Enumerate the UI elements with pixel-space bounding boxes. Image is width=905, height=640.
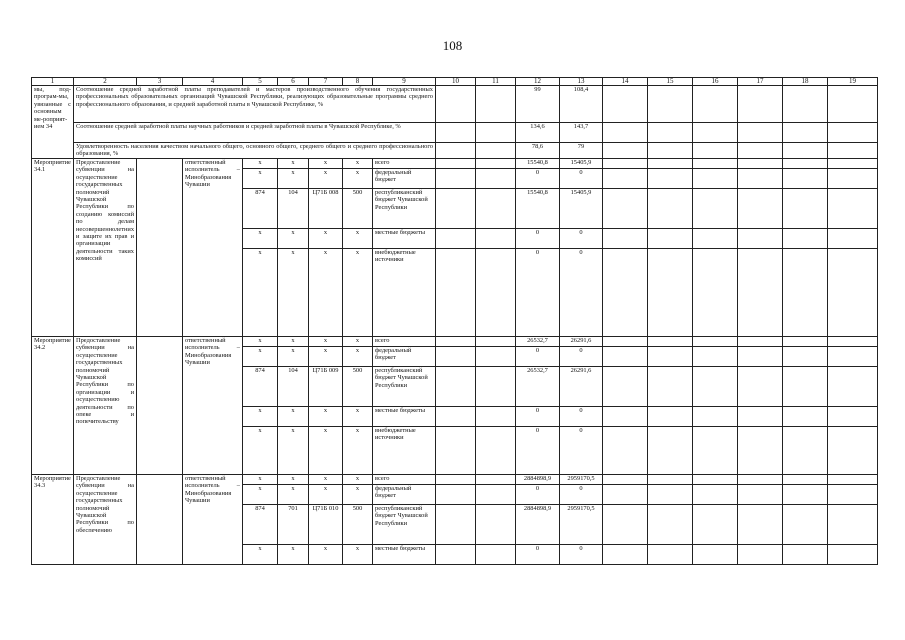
cell-empty <box>828 475 878 485</box>
indicator-value-12: 134,6 <box>516 123 560 143</box>
cell-empty <box>648 485 693 505</box>
budget-code: x <box>243 229 278 249</box>
cell-empty <box>828 545 878 565</box>
cell-empty <box>828 123 878 143</box>
cell-empty <box>828 337 878 347</box>
measure-col3 <box>137 475 183 565</box>
target-code: x <box>309 169 343 189</box>
target-code: x <box>309 475 343 485</box>
cell-empty <box>828 347 878 367</box>
value-13: 0 <box>560 169 603 189</box>
cell-empty <box>693 159 738 169</box>
cell-empty <box>738 367 783 407</box>
header-cell: 6 <box>278 78 309 86</box>
cell-empty <box>476 123 516 143</box>
cell-empty <box>603 189 648 229</box>
cell-empty <box>693 86 738 123</box>
cell-empty <box>738 427 783 475</box>
cell-empty <box>693 545 738 565</box>
value-12: 0 <box>516 347 560 367</box>
value-13: 26291,6 <box>560 337 603 347</box>
value-12: 26532,7 <box>516 337 560 347</box>
header-cell: 3 <box>137 78 183 86</box>
cell-empty <box>783 427 828 475</box>
indicator-value-12: 99 <box>516 86 560 123</box>
value-12: 15540,8 <box>516 189 560 229</box>
measure-description: Предоставление субвенции на осуществление государственных полномочий Чувашской Республики по организации и осуществлению деятельности по опеке и попечительству <box>74 337 137 475</box>
budget-code: x <box>243 249 278 337</box>
expense-code: 500 <box>343 189 373 229</box>
cell-empty <box>436 143 476 159</box>
section-code: x <box>278 347 309 367</box>
budget-code: 874 <box>243 367 278 407</box>
cell-empty <box>476 143 516 159</box>
value-13: 2959170,5 <box>560 475 603 485</box>
cell-empty <box>783 505 828 545</box>
header-cell: 17 <box>738 78 783 86</box>
cell-empty <box>648 189 693 229</box>
cell-empty <box>783 159 828 169</box>
value-13: 0 <box>560 485 603 505</box>
cell-empty <box>738 123 783 143</box>
funding-source: республиканский бюджет Чувашской Республики <box>373 505 436 545</box>
measure-description: Предоставление субвенции на осуществление государственных полномочий Чувашской Республики по созданию комиссий по делам несовершеннолетних и защите их прав и организации деятельности таких комиссий <box>74 159 137 337</box>
cell-empty <box>828 367 878 407</box>
cell-empty <box>436 485 476 505</box>
cell-empty <box>783 545 828 565</box>
cell-empty <box>436 367 476 407</box>
cell-empty <box>648 86 693 123</box>
section-code: x <box>278 159 309 169</box>
expense-code: x <box>343 475 373 485</box>
funding-source: местные бюджеты <box>373 407 436 427</box>
cell-empty <box>603 475 648 485</box>
cell-empty <box>476 427 516 475</box>
cell-empty <box>648 367 693 407</box>
cell-empty <box>476 159 516 169</box>
indicator-value-13: 143,7 <box>560 123 603 143</box>
value-13: 2959170,5 <box>560 505 603 545</box>
target-code: x <box>309 427 343 475</box>
value-12: 15540,8 <box>516 159 560 169</box>
cell-empty <box>476 86 516 123</box>
budget-code: 874 <box>243 505 278 545</box>
cell-empty <box>738 407 783 427</box>
measure-row <box>32 159 878 169</box>
funding-source: федеральный бюджет <box>373 169 436 189</box>
header-cell: 15 <box>648 78 693 86</box>
cell-empty <box>436 169 476 189</box>
budget-code: x <box>243 427 278 475</box>
header-cell: 10 <box>436 78 476 86</box>
target-code: x <box>309 229 343 249</box>
value-12: 26532,7 <box>516 367 560 407</box>
measure-col3 <box>137 159 183 337</box>
funding-source: местные бюджеты <box>373 545 436 565</box>
value-12: 0 <box>516 407 560 427</box>
cell-empty <box>603 249 648 337</box>
cell-empty <box>738 337 783 347</box>
value-13: 0 <box>560 229 603 249</box>
target-code: Ц71Б 010 <box>309 505 343 545</box>
expense-code: x <box>343 229 373 249</box>
cell-empty <box>693 249 738 337</box>
budget-code: x <box>243 337 278 347</box>
cell-empty <box>648 545 693 565</box>
value-12: 0 <box>516 249 560 337</box>
cell-empty <box>828 189 878 229</box>
cell-empty <box>693 169 738 189</box>
header-cell: 7 <box>309 78 343 86</box>
cell-empty <box>436 229 476 249</box>
target-code: x <box>309 159 343 169</box>
cell-empty <box>603 169 648 189</box>
target-code: x <box>309 545 343 565</box>
cell-empty <box>783 189 828 229</box>
cell-empty <box>693 427 738 475</box>
cell-empty <box>603 545 648 565</box>
program-table <box>31 77 878 565</box>
cell-empty <box>738 347 783 367</box>
cell-empty <box>738 86 783 123</box>
cell-empty <box>828 505 878 545</box>
cell-empty <box>693 143 738 159</box>
cell-empty <box>693 475 738 485</box>
budget-code: x <box>243 159 278 169</box>
value-13: 15405,9 <box>560 189 603 229</box>
funding-source: местные бюджеты <box>373 229 436 249</box>
funding-source: республиканский бюджет Чувашской Республики <box>373 367 436 407</box>
expense-code: x <box>343 249 373 337</box>
section-code: x <box>278 229 309 249</box>
value-12: 2884898,9 <box>516 475 560 485</box>
cell-empty <box>828 229 878 249</box>
cell-empty <box>603 123 648 143</box>
measure-responsible: ответственный исполнитель – Минобразования Чувашии <box>183 337 243 475</box>
value-12: 0 <box>516 229 560 249</box>
header-cell: 12 <box>516 78 560 86</box>
cell-empty <box>693 407 738 427</box>
cell-empty <box>603 337 648 347</box>
cell-empty <box>603 229 648 249</box>
section-code: x <box>278 249 309 337</box>
cell-empty <box>476 545 516 565</box>
cell-empty <box>476 347 516 367</box>
expense-code: x <box>343 169 373 189</box>
cell-empty <box>476 505 516 545</box>
section-code: 701 <box>278 505 309 545</box>
budget-code: x <box>243 545 278 565</box>
cell-empty <box>738 159 783 169</box>
cell-empty <box>603 143 648 159</box>
value-13: 0 <box>560 545 603 565</box>
cell-empty <box>693 505 738 545</box>
expense-code: x <box>343 485 373 505</box>
cell-empty <box>436 337 476 347</box>
budget-code: x <box>243 407 278 427</box>
section-code: x <box>278 545 309 565</box>
cell-empty <box>648 123 693 143</box>
indicator-value-12: 78,6 <box>516 143 560 159</box>
cell-empty <box>783 229 828 249</box>
header-cell: 2 <box>74 78 137 86</box>
expense-code: x <box>343 545 373 565</box>
cell-empty <box>783 249 828 337</box>
section-code: x <box>278 427 309 475</box>
cell-empty <box>738 545 783 565</box>
cell-empty <box>828 86 878 123</box>
cell-empty <box>476 229 516 249</box>
cell-empty <box>693 337 738 347</box>
cell-empty <box>436 545 476 565</box>
value-13: 0 <box>560 347 603 367</box>
header-cell: 18 <box>783 78 828 86</box>
budget-code: x <box>243 169 278 189</box>
cell-empty <box>738 485 783 505</box>
measure-row <box>32 337 878 347</box>
budget-code: 874 <box>243 189 278 229</box>
cell-empty <box>603 505 648 545</box>
cell-empty <box>476 475 516 485</box>
cell-empty <box>648 229 693 249</box>
cell-empty <box>783 367 828 407</box>
cell-empty <box>783 407 828 427</box>
header-cell: 8 <box>343 78 373 86</box>
indicator-value-13: 79 <box>560 143 603 159</box>
expense-code: 500 <box>343 367 373 407</box>
value-12: 0 <box>516 427 560 475</box>
cell-empty <box>648 427 693 475</box>
target-code: Ц71Б 008 <box>309 189 343 229</box>
expense-code: x <box>343 159 373 169</box>
cell-empty <box>436 249 476 337</box>
cell-empty <box>476 169 516 189</box>
cell-empty <box>738 229 783 249</box>
cell-empty <box>603 159 648 169</box>
cell-empty <box>476 337 516 347</box>
value-12: 2884898,9 <box>516 505 560 545</box>
cell-empty <box>436 86 476 123</box>
budget-code: x <box>243 475 278 485</box>
section-code: x <box>278 337 309 347</box>
cell-empty <box>436 407 476 427</box>
target-code: x <box>309 249 343 337</box>
cell-empty <box>648 249 693 337</box>
value-12: 0 <box>516 169 560 189</box>
value-13: 0 <box>560 407 603 427</box>
header-cell: 16 <box>693 78 738 86</box>
cell-empty <box>783 347 828 367</box>
value-12: 0 <box>516 485 560 505</box>
cell-empty <box>828 169 878 189</box>
cell-empty <box>476 407 516 427</box>
target-code: x <box>309 485 343 505</box>
cell-empty <box>476 189 516 229</box>
expense-code: x <box>343 337 373 347</box>
expense-code: 500 <box>343 505 373 545</box>
funding-source: всего <box>373 159 436 169</box>
cell-empty <box>648 475 693 485</box>
cell-empty <box>783 86 828 123</box>
section-code: x <box>278 485 309 505</box>
header-cell: 5 <box>243 78 278 86</box>
funding-source: внебюджетные источники <box>373 427 436 475</box>
cell-empty <box>436 189 476 229</box>
cell-empty <box>436 159 476 169</box>
cell-empty <box>436 475 476 485</box>
cell-empty <box>783 169 828 189</box>
indicator-row <box>32 86 878 123</box>
cell-empty <box>476 485 516 505</box>
header-cell: 4 <box>183 78 243 86</box>
cell-empty <box>436 427 476 475</box>
cell-empty <box>436 123 476 143</box>
cell-empty <box>648 347 693 367</box>
cell-empty <box>603 427 648 475</box>
cell-empty <box>738 475 783 485</box>
cell-empty <box>738 189 783 229</box>
target-code: x <box>309 407 343 427</box>
cell-empty <box>783 485 828 505</box>
program-label: мы, под-програм-мы, увязанные с основным ме-роприят-ием 34 <box>32 86 74 159</box>
target-code: x <box>309 347 343 367</box>
cell-empty <box>783 143 828 159</box>
value-13: 0 <box>560 249 603 337</box>
cell-empty <box>738 169 783 189</box>
cell-empty <box>603 367 648 407</box>
cell-empty <box>648 407 693 427</box>
budget-code: x <box>243 347 278 367</box>
indicator-text: Соотношение средней заработной платы преподавателей и мастеров производственного обучения государственных профессиональных образовательных организаций Чувашской Республики, реализующих образовательные программы среднего профессионального образования, и средней заработной платы в Чувашской Республике, % <box>74 86 436 123</box>
section-code: x <box>278 169 309 189</box>
cell-empty <box>436 505 476 545</box>
funding-source: федеральный бюджет <box>373 485 436 505</box>
cell-empty <box>436 347 476 367</box>
section-code: 104 <box>278 367 309 407</box>
cell-empty <box>738 249 783 337</box>
cell-empty <box>693 367 738 407</box>
cell-empty <box>828 249 878 337</box>
cell-empty <box>693 485 738 505</box>
cell-empty <box>476 249 516 337</box>
measure-row <box>32 475 878 485</box>
value-12: 0 <box>516 545 560 565</box>
funding-source: всего <box>373 337 436 347</box>
header-cell: 19 <box>828 78 878 86</box>
indicator-text: Удовлетворенность населения качеством начального общего, основного общего, среднего общего и среднего профессионального образования, % <box>74 143 436 159</box>
cell-empty <box>693 347 738 367</box>
indicator-text: Соотношение средней заработной платы научных работников и средней заработной платы в Чувашской Республике, % <box>74 123 436 143</box>
expense-code: x <box>343 347 373 367</box>
cell-empty <box>648 505 693 545</box>
measure-name: Мероприятие 34.3 <box>32 475 74 565</box>
funding-source: федеральный бюджет <box>373 347 436 367</box>
cell-empty <box>783 123 828 143</box>
expense-code: x <box>343 427 373 475</box>
cell-empty <box>476 367 516 407</box>
cell-empty <box>603 347 648 367</box>
cell-empty <box>828 427 878 475</box>
expense-code: x <box>343 407 373 427</box>
header-cell: 1 <box>32 78 74 86</box>
funding-source: республиканский бюджет Чувашской Республики <box>373 189 436 229</box>
page-number: 108 <box>442 38 463 53</box>
cell-empty <box>693 229 738 249</box>
measure-name: Мероприятие 34.2 <box>32 337 74 475</box>
funding-source: внебюджетные источники <box>373 249 436 337</box>
indicator-row <box>32 123 878 143</box>
cell-empty <box>603 485 648 505</box>
cell-empty <box>828 143 878 159</box>
section-code: 104 <box>278 189 309 229</box>
indicator-row <box>32 143 878 159</box>
target-code: Ц71Б 009 <box>309 367 343 407</box>
section-code: x <box>278 407 309 427</box>
cell-empty <box>648 169 693 189</box>
header-cell: 13 <box>560 78 603 86</box>
cell-empty <box>648 143 693 159</box>
header-cell: 11 <box>476 78 516 86</box>
measure-responsible: ответственный исполнитель – Минобразования Чувашии <box>183 159 243 337</box>
section-code: x <box>278 475 309 485</box>
cell-empty <box>738 505 783 545</box>
cell-empty <box>693 189 738 229</box>
header-row <box>32 78 878 86</box>
indicator-value-13: 108,4 <box>560 86 603 123</box>
header-cell: 14 <box>603 78 648 86</box>
funding-source: всего <box>373 475 436 485</box>
cell-empty <box>693 123 738 143</box>
header-cell: 9 <box>373 78 436 86</box>
cell-empty <box>648 159 693 169</box>
value-13: 15405,9 <box>560 159 603 169</box>
cell-empty <box>783 475 828 485</box>
cell-empty <box>828 159 878 169</box>
value-13: 26291,6 <box>560 367 603 407</box>
measure-description: Предоставление субвенции на осуществление государственных полномочий Чувашской Республики по обеспечению <box>74 475 137 565</box>
value-13: 0 <box>560 427 603 475</box>
measure-col3 <box>137 337 183 475</box>
cell-empty <box>738 143 783 159</box>
cell-empty <box>828 407 878 427</box>
cell-empty <box>648 337 693 347</box>
measure-responsible: ответственный исполнитель – Минобразования Чувашии <box>183 475 243 565</box>
cell-empty <box>783 337 828 347</box>
measure-name: Мероприятие 34.1 <box>32 159 74 337</box>
cell-empty <box>603 407 648 427</box>
cell-empty <box>603 86 648 123</box>
budget-code: x <box>243 485 278 505</box>
target-code: x <box>309 337 343 347</box>
cell-empty <box>828 485 878 505</box>
